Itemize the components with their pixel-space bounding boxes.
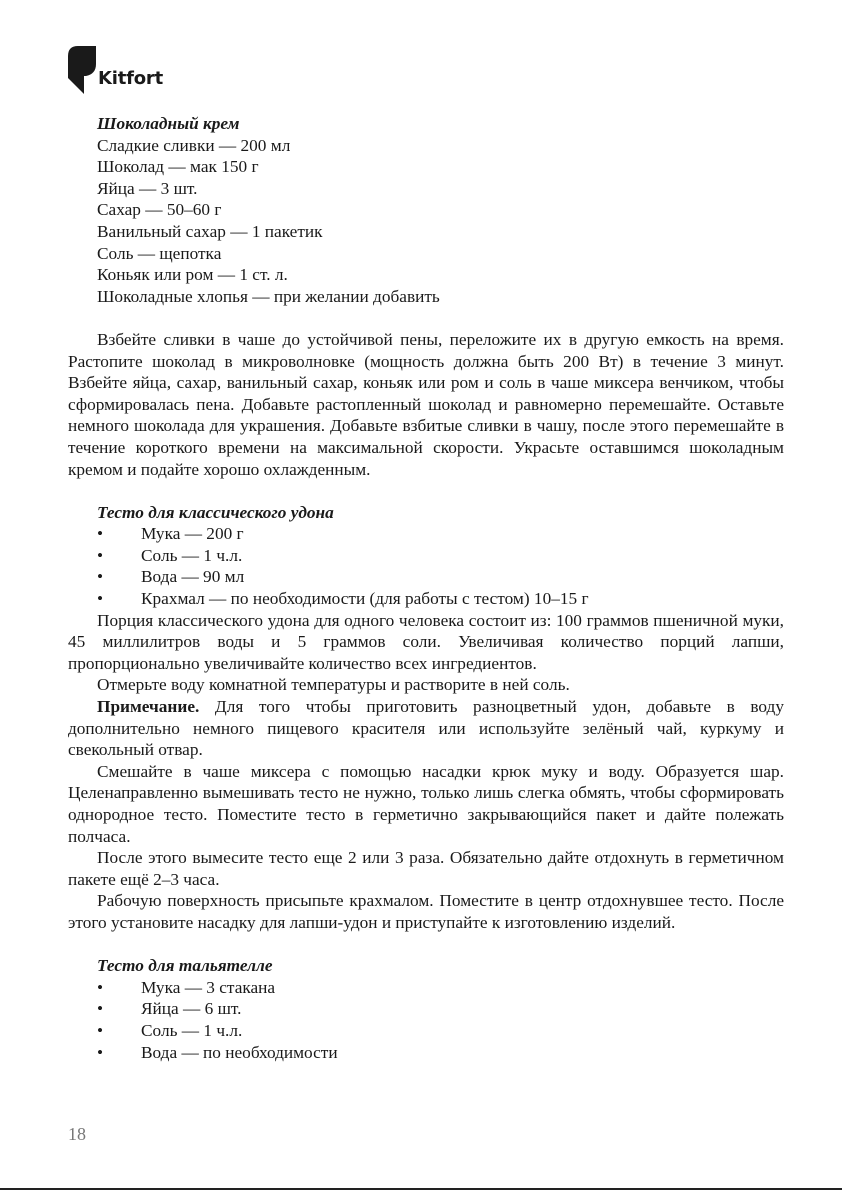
ingredient-line: Коньяк или ром — 1 ст. л. [97, 265, 288, 285]
ingredient-line: Ванильный сахар — 1 пакетик [97, 221, 323, 241]
note-paragraph [68, 696, 784, 761]
ingredient-text: Мука — 200 г [141, 524, 244, 544]
ingredient-text: Соль — 1 ч.л. [141, 545, 243, 565]
bullet-icon: • [97, 567, 104, 587]
page-number: 18 [68, 1124, 86, 1144]
bottom-divider [0, 1188, 842, 1190]
paragraph: Смешайте в чаше миксера с помощью насадки крюк муку и воду. Образуется шар. Целенаправленно вымешивать тесто не нужно, только лишь слегка обмять, чтобы сформировать однородное тесто. Поместите тесто в герметично закрывающийся пакет и дайте полежать полчаса. [68, 761, 784, 846]
paragraph: После этого вымесите тесто еще 2 или 3 раза. Обязательно дайте отдохнуть в герметичном пакете ещё 2–3 часа. [68, 848, 784, 889]
list-item [68, 566, 784, 588]
ingredient-line: Яйца — 3 шт. [97, 178, 198, 198]
ingredient-text: Мука — 3 стакана [141, 977, 276, 997]
paragraph: Порция классического удона для одного человека состоит из: 100 граммов пшеничной муки, 45 миллилитров воды и 5 граммов соли. Увеличивая количество порций лапши, пропорционально увеличивайте количество всех ингредиентов. [68, 610, 784, 673]
ingredient-line: Соль — щепотка [97, 243, 222, 263]
bullet-icon: • [97, 999, 104, 1019]
brand-name: Kitfort [98, 68, 164, 89]
recipe-title-chocolate-cream: Шоколадный крем [97, 114, 240, 133]
kitfort-logo [68, 46, 208, 100]
bullet-icon: • [97, 589, 104, 609]
ingredient-line: Сахар — 50–60 г [97, 200, 222, 220]
ingredient-text: Крахмал — по необходимости (для работы с тестом) 10–15 г [141, 589, 589, 609]
recipe-title-tagliatelle-dough: Тесто для тальятелле [97, 956, 273, 976]
paragraph: Отмерьте воду комнатной температуры и растворите в ней соль. [97, 675, 570, 695]
list-item [68, 545, 784, 567]
kitfort-logo-icon [68, 46, 98, 94]
ingredient-line: Шоколадные хлопья — при желании добавить [97, 286, 440, 306]
note-text: Для того чтобы приготовить разноцветный удон, добавьте в воду дополнительно немного пищевого красителя или используйте зелёный чай, куркуму и свекольный отвар. [68, 697, 784, 760]
note-label: Примечание. [97, 697, 200, 717]
bullet-icon: • [97, 545, 104, 565]
recipe-title-udon-dough: Тесто для классического удона [97, 502, 334, 522]
paragraph: Рабочую поверхность присыпьте крахмалом. Поместите в центр отдохнувшее тесто. После этого установите насадку для лапши-удон и приступайте к изготовлению изделий. [68, 891, 784, 932]
page-content [68, 113, 784, 1063]
list-item [68, 977, 784, 999]
list-item [68, 998, 784, 1020]
ingredient-text: Вода — 90 мл [141, 567, 245, 587]
ingredient-line: Сладкие сливки — 200 мл [97, 135, 291, 155]
ingredient-text: Яйца — 6 шт. [141, 999, 242, 1019]
bullet-icon: • [97, 1020, 104, 1040]
ingredient-text: Соль — 1 ч.л. [141, 1020, 243, 1040]
list-item [68, 1020, 784, 1042]
ingredient-list [68, 523, 784, 609]
ingredient-text: Вода — по необходимости [141, 1042, 338, 1062]
ingredient-list [68, 977, 784, 1063]
bullet-icon: • [97, 977, 104, 997]
list-item [68, 1042, 784, 1064]
recipe-instructions: Взбейте сливки в чаше до устойчивой пены, переложите их в другую емкость на время. Растопите шоколад в микроволновке (мощность должна быть 200 Вт) в течение 3 минут. Взбейте яйца, сахар, ванильный сахар, коньяк или ром и соль в чаше миксера венчиком, чтобы сформировалась пена. Добавьте растопленный шоколад и равномерно перемешайте. Оставьте немного шоколада для украшения. Добавьте взбитые сливки в чашу, после этого перемешайте в течение короткого времени на максимальной скорости. Украсьте оставшимся шоколадным кремом и подайте хорошо охлажденным. [68, 329, 784, 479]
ingredient-line: Шоколад — мак 150 г [97, 157, 259, 177]
list-item [68, 588, 784, 610]
bullet-icon: • [97, 524, 104, 544]
bullet-icon: • [97, 1042, 104, 1062]
list-item [68, 523, 784, 545]
